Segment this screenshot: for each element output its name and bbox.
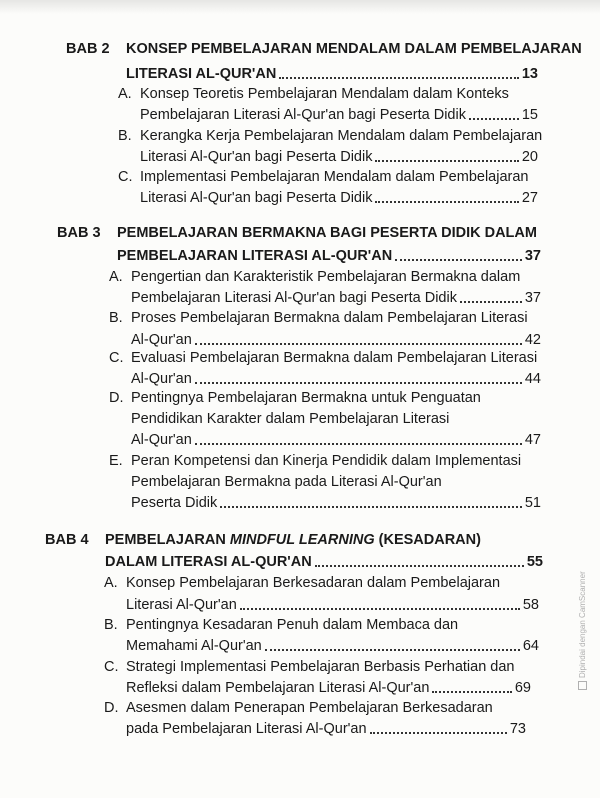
dot-leader [432, 690, 511, 693]
entry-title: Evaluasi Pembelajaran Bermakna dalam Pembelajaran Literasi [131, 350, 538, 366]
entry-title-cont: Al-Qur'an [131, 371, 192, 387]
dot-leader [469, 117, 519, 120]
chapter-2-heading-cont [126, 65, 538, 83]
chapter-title: PEMBELAJARAN BERMAKNA BAGI PESERTA DIDIK DALAM [117, 225, 537, 241]
scan-edge-shadow [0, 0, 600, 14]
chapter-3-heading [57, 224, 537, 242]
entry-title: Peran Kompetensi dan Kinerja Pendidik dalam Implementasi [131, 453, 522, 469]
toc-entry [118, 168, 528, 186]
page-number: 20 [521, 149, 538, 165]
entry-letter: A. [104, 575, 118, 591]
entry-title: Pentingnya Pembelajaran Bermakna untuk Penguatan [131, 390, 481, 406]
entry-title-cont: Peserta Didik [131, 495, 218, 511]
page-number: 73 [509, 721, 526, 737]
toc-entry [109, 268, 520, 286]
page-number: 42 [524, 332, 541, 348]
page-number: 37 [524, 290, 541, 306]
entry-title: Pentingnya Kesadaran Penuh dalam Membaca dan [126, 617, 459, 633]
entry-title-cont: Pembelajaran Bermakna pada Literasi Al-Qur'an [131, 474, 442, 490]
entry-title-cont: pada Pembelajaran Literasi Al-Qur'an [126, 721, 367, 737]
entry-letter: D. [109, 390, 124, 406]
toc-entry [104, 658, 515, 676]
dot-leader [375, 159, 518, 162]
chapter-number: BAB 4 [45, 532, 89, 548]
entry-title-cont: Refleksi dalam Pembelajaran Literasi Al-Qur'an [126, 680, 430, 696]
toc-entry [109, 349, 537, 367]
page-number: 44 [524, 371, 541, 387]
toc-entry-cont [131, 410, 449, 428]
toc-entry-cont [131, 431, 541, 449]
toc-entry-cont [131, 494, 541, 512]
page-number: 27 [521, 190, 538, 206]
toc-entry [109, 452, 521, 470]
entry-letter: B. [109, 310, 123, 326]
page-number: 37 [524, 248, 541, 264]
dot-leader [195, 442, 522, 445]
toc-entry-cont [126, 637, 539, 655]
dot-leader [315, 564, 524, 567]
entry-title: Implementasi Pembelajaran Mendalam dalam Pembelajaran [140, 169, 529, 185]
toc-entry-cont [126, 720, 526, 738]
camscanner-icon [578, 681, 587, 690]
entry-title-cont: Literasi Al-Qur'an [126, 597, 237, 613]
entry-title: Pengertian dan Karakteristik Pembelajaran Bermakna dalam [131, 269, 521, 285]
chapter-4-heading [45, 531, 481, 549]
entry-title: Strategi Implementasi Pembelajaran Berbasis Perhatian dan [126, 659, 515, 675]
scanner-watermark [578, 571, 587, 690]
dot-leader [195, 381, 522, 384]
chapter-title-cont: PEMBELAJARAN LITERASI AL-QUR'AN [117, 248, 393, 264]
toc-entry-cont [140, 189, 538, 207]
dot-leader [265, 648, 520, 651]
page-number: 64 [522, 638, 539, 654]
chapter-3-heading-cont [117, 247, 541, 265]
dot-leader [195, 342, 522, 345]
page-number: 69 [514, 680, 531, 696]
toc-entry [104, 616, 458, 634]
entry-title-cont: Pembelajaran Literasi Al-Qur'an bagi Peserta Didik [140, 107, 466, 123]
chapter-number: BAB 2 [66, 41, 110, 57]
entry-letter: C. [109, 350, 124, 366]
entry-letter: B. [104, 617, 118, 633]
entry-letter: B. [118, 128, 132, 144]
dot-leader [370, 731, 507, 734]
entry-title-cont: Pembelajaran Literasi Al-Qur'an bagi Peserta Didik [131, 290, 457, 306]
chapter-title: KONSEP PEMBELAJARAN MENDALAM DALAM PEMBELAJARAN [126, 41, 582, 57]
dot-leader [279, 76, 519, 79]
entry-title-cont: Pendidikan Karakter dalam Pembelajaran Literasi [131, 411, 450, 427]
entry-title-cont: Al-Qur'an [131, 432, 192, 448]
toc-entry [109, 389, 481, 407]
dot-leader [220, 505, 522, 508]
entry-title-cont: Literasi Al-Qur'an bagi Peserta Didik [140, 149, 373, 165]
toc-entry [104, 574, 500, 592]
entry-title-cont: Al-Qur'an [131, 332, 192, 348]
toc-entry-cont [131, 331, 541, 349]
toc-entry-cont [140, 106, 538, 124]
chapter-title-cont: DALAM LITERASI AL-QUR'AN [105, 554, 312, 570]
page-number: 15 [521, 107, 538, 123]
toc-entry-cont [126, 596, 539, 614]
toc-entry-cont [140, 148, 538, 166]
chapter-title-italic: MINDFUL LEARNING [229, 532, 375, 548]
entry-title: Asesmen dalam Penerapan Pembelajaran Berkesadaran [126, 700, 493, 716]
toc-entry-cont [131, 289, 541, 307]
toc-entry-cont [126, 679, 531, 697]
dot-leader [460, 300, 522, 303]
toc-entry [104, 699, 493, 717]
entry-letter: C. [118, 169, 133, 185]
entry-letter: A. [109, 269, 123, 285]
chapter-4-heading-cont [105, 553, 543, 571]
toc-entry-cont [131, 473, 442, 491]
dot-leader [375, 200, 518, 203]
entry-title: Konsep Pembelajaran Berkesadaran dalam Pembelajaran [126, 575, 501, 591]
page-number: 13 [521, 66, 538, 82]
entry-letter: D. [104, 700, 119, 716]
chapter-title-post: (KESADARAN) [374, 532, 481, 548]
chapter-2-heading [66, 40, 582, 58]
entry-title: Konsep Teoretis Pembelajaran Mendalam dalam Konteks [140, 86, 509, 102]
toc-entry [118, 85, 509, 103]
toc-entry [118, 127, 542, 145]
entry-letter: C. [104, 659, 119, 675]
page-number: 55 [526, 554, 543, 570]
toc-entry-cont [131, 370, 541, 388]
entry-title: Kerangka Kerja Pembelajaran Mendalam dalam Pembelajaran [140, 128, 543, 144]
dot-leader [240, 607, 520, 610]
chapter-title: PEMBELAJARAN [105, 532, 230, 548]
chapter-title-cont: LITERASI AL-QUR'AN [126, 66, 277, 82]
entry-title-cont: Literasi Al-Qur'an bagi Peserta Didik [140, 190, 373, 206]
dot-leader [395, 258, 522, 261]
page-number: 51 [524, 495, 541, 511]
chapter-number: BAB 3 [57, 225, 101, 241]
page-number: 58 [522, 597, 539, 613]
toc-entry [109, 309, 528, 327]
entry-letter: A. [118, 86, 132, 102]
page-number: 47 [524, 432, 541, 448]
entry-letter: E. [109, 453, 123, 469]
watermark-text: Dipindai dengan CamScanner [578, 571, 587, 678]
entry-title-cont: Memahami Al-Qur'an [126, 638, 262, 654]
entry-title: Proses Pembelajaran Bermakna dalam Pembelajaran Literasi [131, 310, 528, 326]
